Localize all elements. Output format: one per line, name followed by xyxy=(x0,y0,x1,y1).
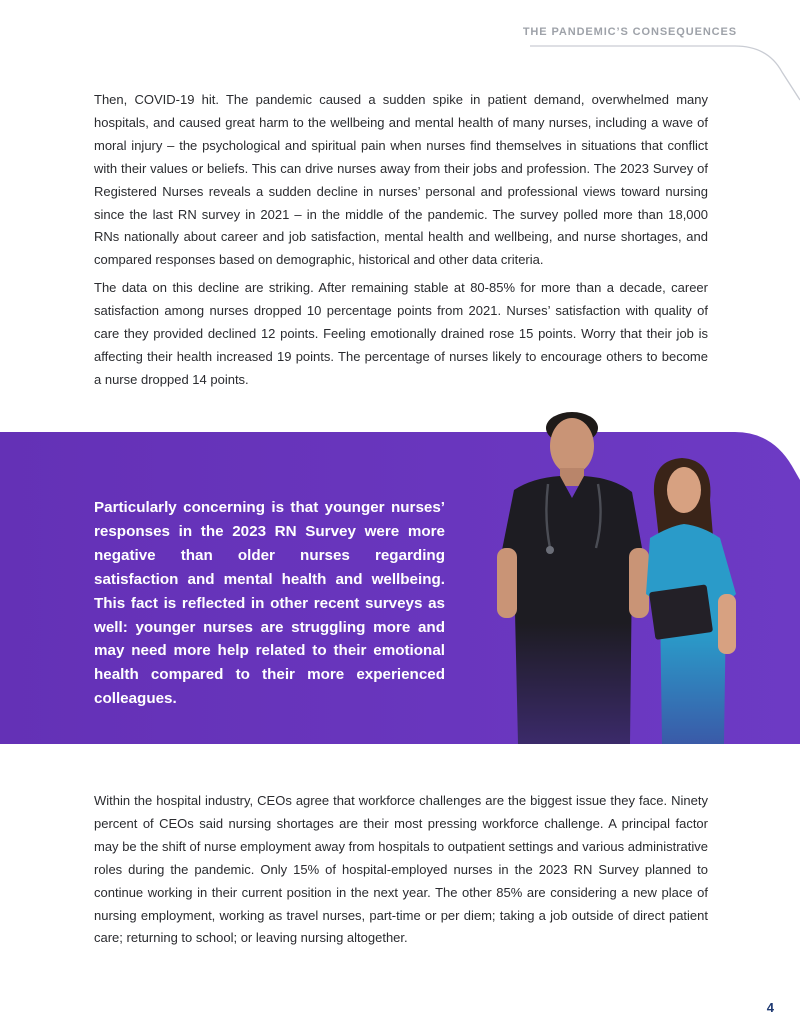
nurses-photo xyxy=(492,398,762,744)
section-header-label: THE PANDEMIC’S CONSEQUENCES xyxy=(522,26,737,38)
body-paragraph-3: Within the hospital industry, CEOs agree that workforce challenges are the biggest issue they face. Ninety percent of CEOs said nursing shortages are their most pressing workforce challenge. A principal factor may be the shift of nurse employment away from hospitals to outpatient settings and various administrative roles during the pandemic. Only 15% of hospital-employed nurses in the 2023 RN Survey planned to continue working in their current position in the next year. The other 85% are considering a new place of nursing employment, working as travel nurses, part-time or per diem; taking a job outside of direct patient care; returning to school; or leaving nursing altogether. xyxy=(94,793,708,946)
body-paragraph-2: The data on this decline are striking. After remaining stable at 80-85% for more than a decade, career satisfaction among nurses dropped 10 percentage points from 2021. Nurses’ satisfaction with quality of care they provided declined 12 points. Feeling emotionally drained rose 15 points. Worry that their job is affecting their health increased 19 points. The percentage of nurses likely to encourage others to become a nurse dropped 14 points. xyxy=(94,280,708,387)
page-number: 4 xyxy=(766,1000,774,1015)
callout-quote: Particularly concerning is that younger nurses’ responses in the 2023 RN Survey were more negative than older nurses regarding satisfaction and mental health and wellbeing. This fact is reflected in other recent surveys as well: younger nurses are struggling more and may need more help related to their emotional health compared to their more experienced colleagues. xyxy=(94,499,445,708)
body-paragraph-1: Then, COVID-19 hit. The pandemic caused a sudden spike in patient demand, overwhelmed many hospitals, and caused great harm to the wellbeing and mental health of many nurses, including a wave of moral injury – the psychological and spiritual pain when nurses find themselves in situations that conflict with their values or beliefs. This can drive nurses away from their jobs and profession. The 2023 Survey of Registered Nurses reveals a sudden decline in nurses’ personal and professional views toward nursing since the last RN survey in 2021 – in the middle of the pandemic. The survey polled more than 18,000 RNs nationally about career and job satisfaction, mental health and wellbeing, and nurse shortages, and compared responses based on demographic, historical and other data criteria. xyxy=(94,92,708,268)
